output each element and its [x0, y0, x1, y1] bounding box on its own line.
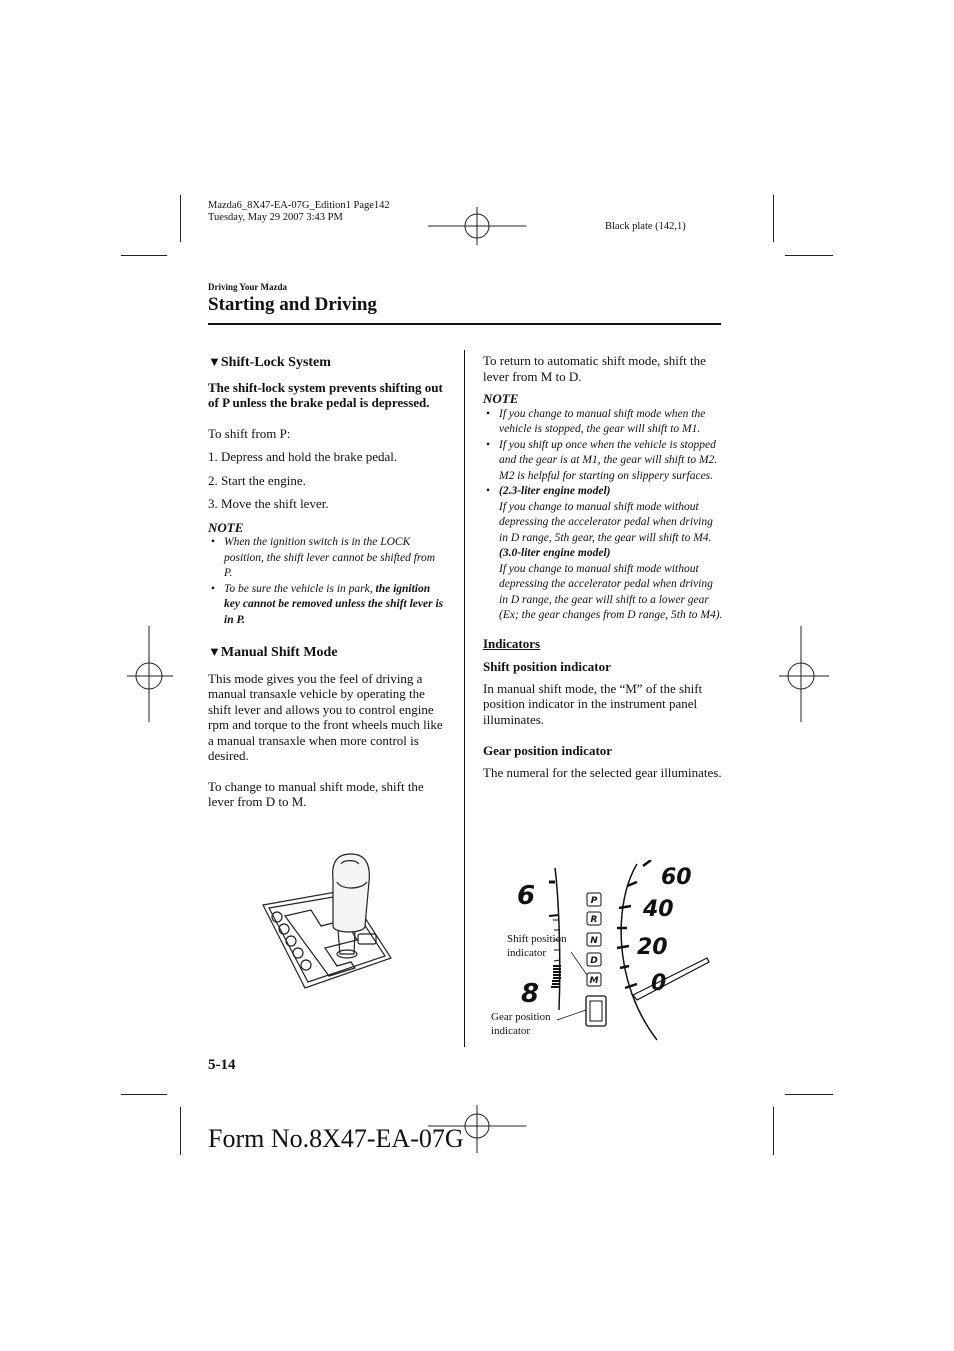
manual-shift-heading: ▼Manual Shift Mode	[208, 644, 338, 660]
print-info	[208, 200, 390, 224]
section-name: Driving Your Mazda	[208, 282, 288, 292]
triangle-bullet-icon: ▼	[208, 644, 221, 659]
shift-lock-lead: The shift-lock system prevents shifting out of P unless the brake pedal is depressed.	[208, 379, 443, 410]
note-item: • When the ignition switch is in the LOCK position, the shift lever cannot be shifted from P.	[208, 535, 446, 582]
page-title: Starting and Driving	[208, 294, 377, 315]
manual-shift-p2: To change to manual shift mode, shift the lever from D to M.	[208, 778, 424, 809]
note-item: • (2.3-liter engine model) If you change to manual shift mode without depressing the accelerator pedal when driving in D range, 5th gear, the gear will shift to M4. (3.0-liter engine model) If you change to manual shift mode without depressing the accelerator pedal when driving in D range, the gear will shift to a lower gear (Ex; the gear changes from D range, 5th to M4).	[483, 484, 723, 624]
step-2: 2. Start the engine.	[208, 472, 306, 488]
triangle-bullet-icon: ▼	[208, 354, 221, 369]
indicators-heading: Indicators	[483, 635, 541, 651]
speed-60-label: 60	[661, 865, 692, 890]
shift-position-callout: Shift position indicator	[507, 933, 567, 959]
gear-position-callout: Gear position indicator	[491, 1011, 551, 1037]
left-column	[208, 354, 446, 810]
gear-position-text: The numeral for the selected gear illuminates.	[483, 764, 722, 780]
plate-info: Black plate (142,1)	[605, 221, 686, 232]
note-label: NOTE	[208, 519, 244, 535]
note-item: • If you change to manual shift mode when the vehicle is stopped, the gear will shift to M1.	[483, 407, 723, 438]
pos-M: M	[589, 976, 599, 986]
shift-lever-illustration	[255, 850, 395, 995]
right-column	[483, 353, 723, 780]
registration-mark-top	[428, 205, 526, 245]
registration-mark-right	[779, 626, 829, 722]
note-label: NOTE	[483, 391, 519, 406]
pos-P: P	[590, 896, 598, 906]
shift-position-heading: Shift position indicator	[483, 659, 611, 674]
gear-position-heading: Gear position indicator	[483, 743, 613, 758]
speed-40-label: 40	[643, 897, 674, 922]
return-auto-text: To return to automatic shift mode, shift the lever from M to D.	[483, 353, 706, 384]
pos-D: D	[590, 956, 598, 966]
shift-position-text: In manual shift mode, the “M” of the shift position indicator in the instrument panel illuminates.	[483, 680, 703, 727]
speed-20-label: 20	[637, 935, 668, 960]
tach-8-label: 8	[521, 979, 540, 1009]
shift-lock-intro: To shift from P:	[208, 425, 291, 441]
column-divider	[464, 350, 465, 1047]
note-item: • If you shift up once when the vehicle is stopped and the gear is at M1, the gear will shift to M2. M2 is helpful for starting on slippery surfaces.	[483, 438, 723, 485]
form-number: Form No.8X47-EA-07G	[208, 1124, 464, 1153]
speed-0-label: 0	[651, 971, 667, 996]
registration-mark-left	[127, 626, 173, 722]
note-item: • To be sure the vehicle is in park, the ignition key cannot be removed unless the shift lever is in P.	[208, 582, 446, 629]
print-info-line1: Mazda6_8X47-EA-07G_Edition1 Page142	[208, 200, 390, 211]
tach-6-label: 6	[517, 881, 536, 911]
shift-lock-notes	[208, 535, 446, 628]
print-info-line2: Tuesday, May 29 2007 3:43 PM	[208, 212, 343, 223]
manual-shift-p1: This mode gives you the feel of driving a manual transaxle vehicle by operating the shift lever and allows you to control engine rpm and torque to the front wheels much like a manual transaxle when more control is desired.	[208, 670, 443, 763]
pos-R: R	[590, 915, 598, 925]
page-number: 5-14	[208, 1057, 236, 1073]
step-3: 3. Move the shift lever.	[208, 496, 329, 511]
manual-mode-notes	[483, 407, 723, 624]
title-rule	[208, 323, 721, 325]
pos-N: N	[590, 936, 598, 946]
shift-lock-heading: ▼Shift-Lock System	[208, 354, 331, 370]
step-1: 1. Depress and hold the brake pedal.	[208, 449, 398, 464]
